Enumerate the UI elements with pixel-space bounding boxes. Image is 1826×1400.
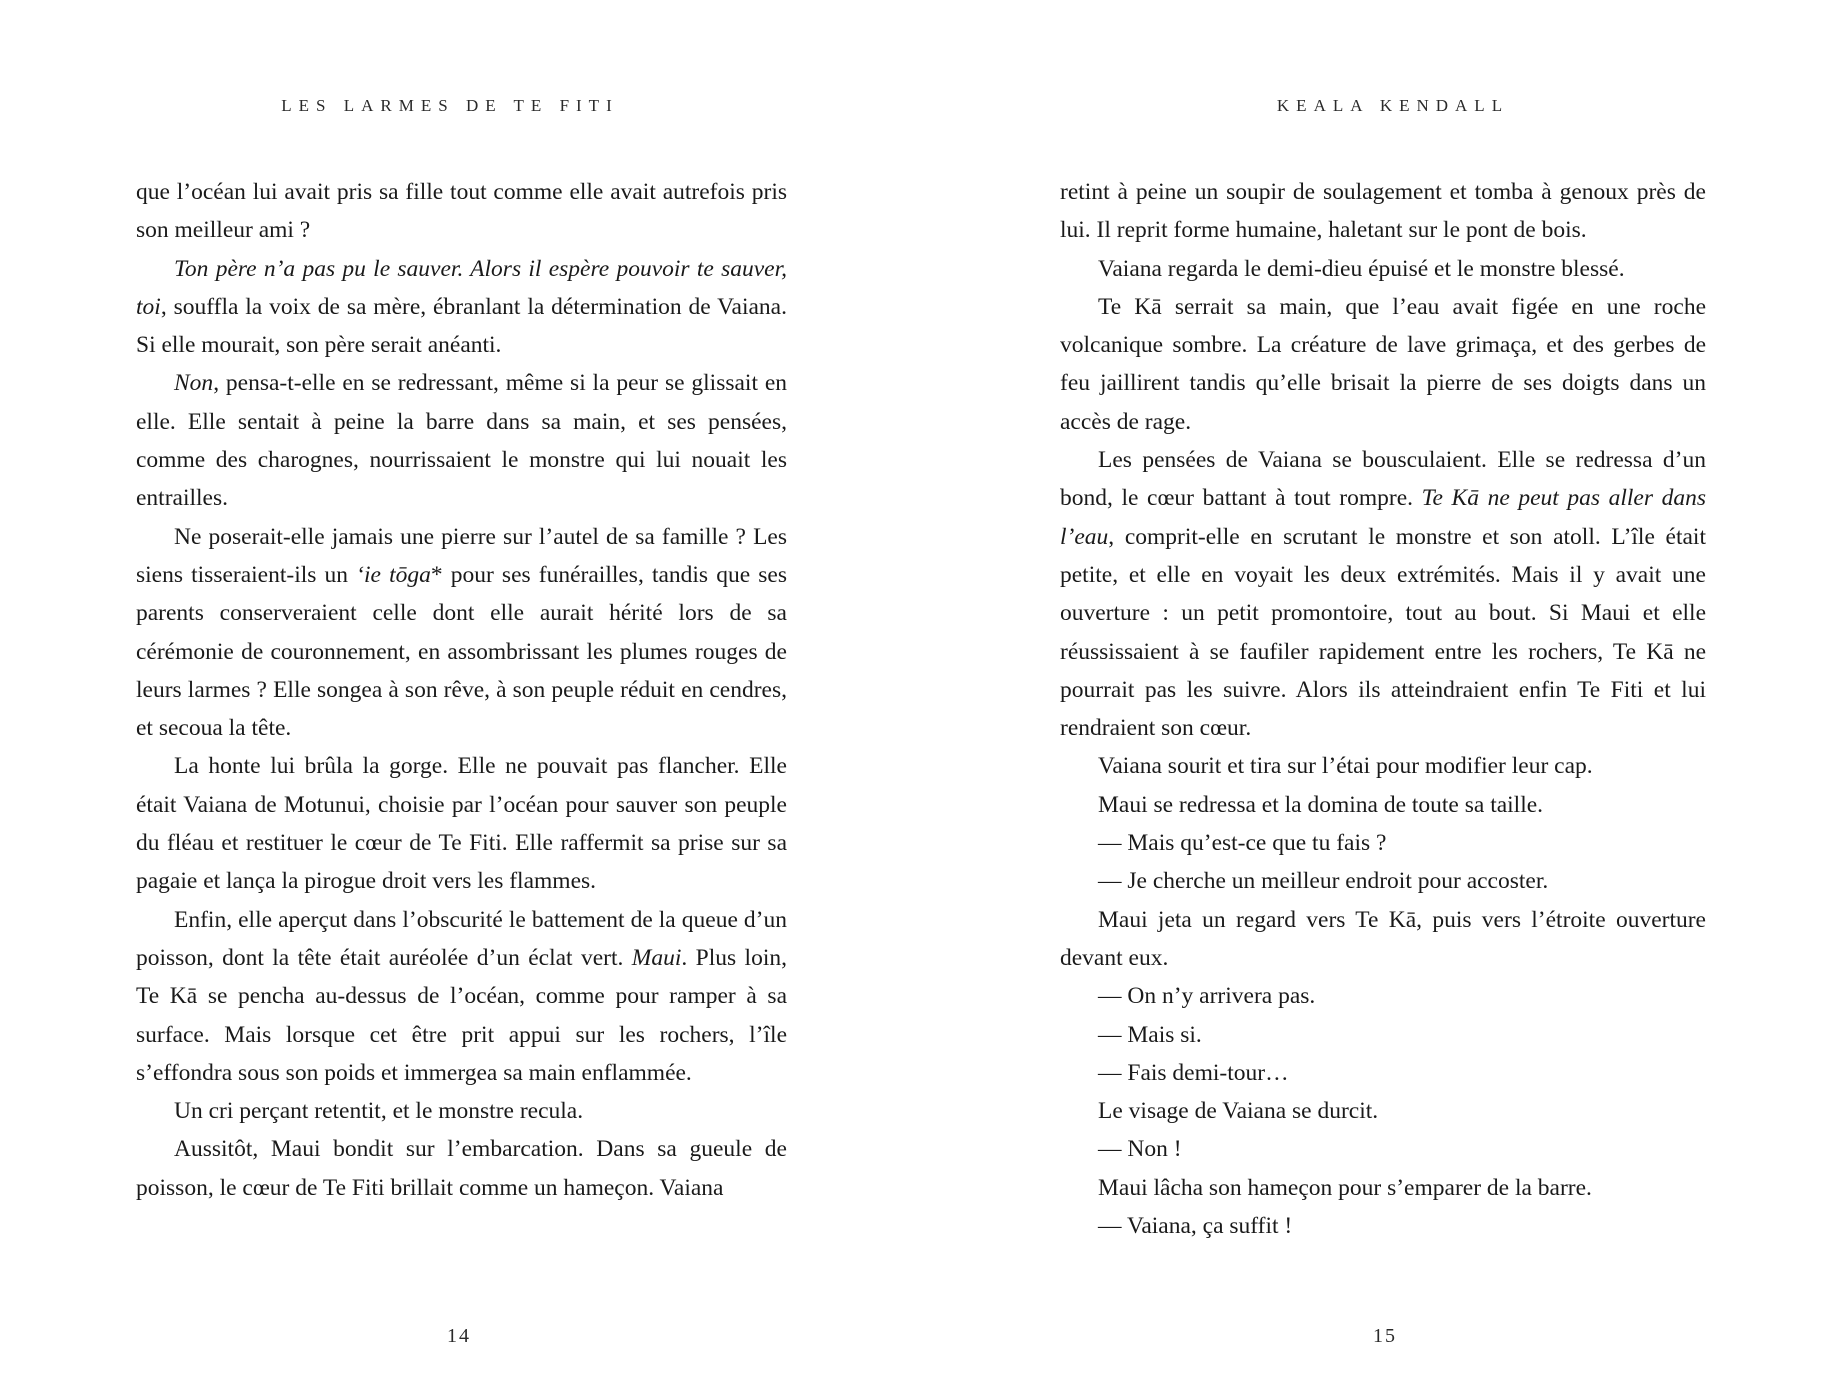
paragraph: Maui se redressa et la domina de toute sa taille. [1098, 791, 1544, 818]
dialogue-line: — Je cherche un meilleur endroit pour accoster. [1098, 868, 1549, 895]
paragraph: que l’océan lui avait pris sa fille tout comme elle avait autrefois pris son meilleur ami ? [136, 179, 787, 244]
left-page-body [136, 173, 787, 1207]
paragraph: Aussitôt, Maui bondit sur l’embarcation. Dans sa gueule de poisson, le cœur de Te Fiti brillait comme un hameçon. Vaiana [136, 1136, 787, 1201]
dialogue-line: — Fais demi-tour… [1098, 1059, 1289, 1086]
paragraph: Le visage de Vaiana se durcit. [1098, 1098, 1379, 1125]
paragraph: Ne poserait-elle jamais une pierre sur l’autel de sa famille ? Les siens tisseraient-ils un ‘ie tōga* pour ses funérailles, tandis que ses parents conserveraient celle dont elle aurait hérité lors de sa cérémonie de couronnement, en assombrissant les plumes rouges de leurs larmes ? Elle songea à son rêve, à son peuple réduit en cendres, et secoua la tête. [136, 523, 787, 742]
paragraph: Non, pensa-t-elle en se redressant, même si la peur se glissait en elle. Elle sentait à peine la barre dans sa main, et ses pensées, comme des charognes, nourrissaient le monstre qui lui nouait les entrailles. [136, 370, 787, 512]
paragraph: Les pensées de Vaiana se bousculaient. Elle se redressa d’un bond, le cœur battant à tout rompre. Te Kā ne peut pas aller dans l’eau, comprit-elle en scrutant le monstre et son atoll. L’île était petite, et elle en voyait les deux extrémités. Mais il y avait une ouverture : un petit promontoire, tout au bout. Si Maui et elle réussissaient à se faufiler rapidement entre les rochers, Te Kā ne pourrait pas les suivre. Alors ils atteindraient enfin Te Fiti et lui rendraient son cœur. [1060, 447, 1706, 742]
paragraph: Vaiana regarda le demi-dieu épuisé et le monstre blessé. [1098, 255, 1625, 282]
dialogue-line: — Non ! [1098, 1136, 1182, 1163]
right-page [913, 0, 1826, 1400]
paragraph: La honte lui brûla la gorge. Elle ne pouvait pas flancher. Elle était Vaiana de Motunui, choisie par l’océan pour sauver son peuple du fléau et restituer le cœur de Te Fiti. Elle raffermit sa prise sur sa pagaie et lança la pirogue droit vers les flammes. [136, 753, 787, 895]
running-head-book-title: LES LARMES DE TE FITI [281, 96, 619, 115]
paragraph: Maui lâcha son hameçon pour s’emparer de la barre. [1098, 1174, 1592, 1201]
dialogue-line: — On n’y arrivera pas. [1098, 983, 1316, 1010]
page-number: 15 [1373, 1325, 1397, 1347]
page-number: 14 [447, 1325, 471, 1347]
paragraph: Un cri perçant retentit, et le monstre recula. [174, 1098, 584, 1125]
paragraph: Enfin, elle aperçut dans l’obscurité le battement de la queue d’un poisson, dont la tête était auréolée d’un éclat vert. Maui. Plus loin, Te Kā se pencha au-dessus de l’océan, comme pour ramper à sa surface. Mais lorsque cet être prit appui sur les rochers, l’île s’effondra sous son poids et immergea sa main enflammée. [136, 906, 787, 1086]
paragraph: Maui jeta un regard vers Te Kā, puis vers l’étroite ouverture devant eux. [1060, 906, 1706, 971]
paragraph: Te Kā serrait sa main, que l’eau avait figée en une roche volcanique sombre. La créature de lave grimaça, et des gerbes de feu jaillirent tandis qu’elle brisait la pierre de ses doigts dans un accès de rage. [1060, 293, 1706, 435]
dialogue-line: — Vaiana, ça suffit ! [1098, 1213, 1293, 1240]
running-head-author: KEALA KENDALL [1276, 96, 1510, 115]
paragraph: Vaiana sourit et tira sur l’étai pour modifier leur cap. [1098, 753, 1593, 780]
right-page-body [1060, 173, 1706, 1245]
dialogue-line: — Mais si. [1098, 1021, 1202, 1048]
paragraph: retint à peine un soupir de soulagement et tomba à genoux près de lui. Il reprit forme humaine, haletant sur le pont de bois. [1060, 179, 1706, 244]
paragraph: Ton père n’a pas pu le sauver. Alors il espère pouvoir te sauver, toi, souffla la voix de sa mère, ébranlant la détermination de Vaiana. Si elle mourait, son père serait anéanti. [136, 255, 787, 359]
dialogue-line: — Mais qu’est-ce que tu fais ? [1098, 830, 1387, 857]
